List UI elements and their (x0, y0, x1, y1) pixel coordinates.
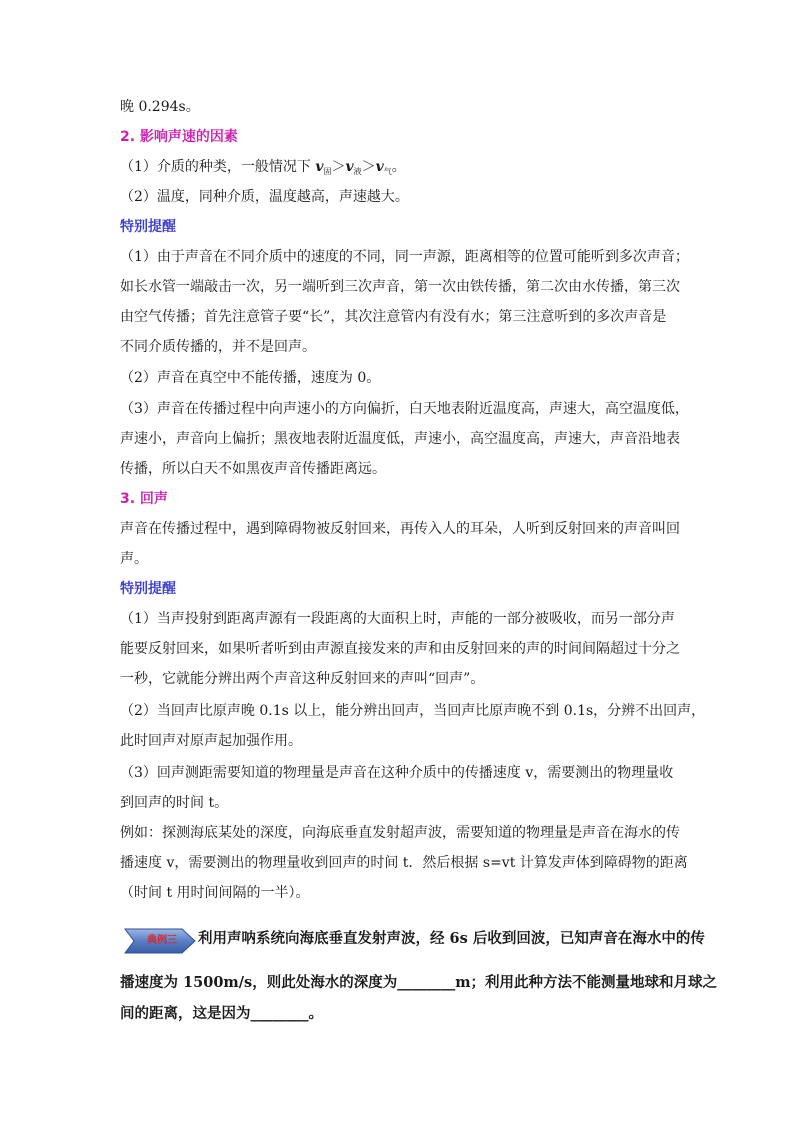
text-line: 不同介质传播的，并不是回声。 (120, 339, 316, 355)
text-line: 此时回声对原声起加强作用。 (120, 733, 302, 749)
question-line: 播速度为 1500m/s，则此处海水的深度为________m；利用此种方法不能测量地球和月球之 (120, 974, 718, 991)
text-line: 能要反射回来，如果听者听到由声源直接发来的声和由反射回来的声的时间间隔超过十分之 (120, 641, 680, 657)
text-line: （2）当回声比原声晚 0.1s 以上，能分辨出回声，当回声比原声晚不到 0.1s，分辨不出回声， (120, 703, 706, 719)
question-line: 间的距离，这是因为________。 (120, 1005, 323, 1022)
text-line: 到回声的时间 t。 (120, 795, 229, 811)
question-line: 利用声呐系统向海底垂直发射声波，经 6s 后收到回波，已知声音在海水中的传 (198, 930, 705, 947)
section-heading-2: 2. 影响声速的因素 (120, 129, 238, 145)
section-heading-3: 3. 回声 (120, 491, 168, 507)
greater-than: ＞ (361, 159, 376, 175)
v-symbol: v (345, 159, 354, 175)
text-line: 声。 (120, 551, 148, 567)
text-segment: （1）介质的种类，一般情况下 (120, 159, 316, 175)
text-line: （1）当声投射到距离声源有一段距离的大面积上时，声能的一部分被吸收，而另一部分声 (120, 611, 675, 627)
text-segment: 。 (391, 159, 406, 175)
text-line: 如长水管一端敲击一次，另一端听到三次声音，第一次由铁传播，第二次由水传播，第三次 (120, 279, 680, 295)
text-line: 声速小，声音向上偏折；黑夜地表附近温度低，声速小，高空温度高，声速大，声音沿地表 (120, 431, 680, 447)
v-symbol: v (375, 159, 384, 175)
special-reminder-heading: 特别提醒 (120, 581, 176, 597)
text-line: 传播，所以白天不如黑夜声音传播距离远。 (120, 461, 386, 477)
medium-type-line (120, 157, 406, 179)
subscript-liquid: 液 (353, 167, 362, 176)
text-line: （1）由于声音在不同介质中的速度的不同，同一声源，距离相等的位置可能听到多次声音； (120, 249, 689, 265)
text-line: （2）声音在真空中不能传播，速度为 0。 (120, 370, 381, 386)
subscript-gas: 气 (383, 167, 392, 176)
v-symbol: v (315, 159, 324, 175)
example-badge-label: 典例三 (147, 935, 177, 946)
text-line: 一秒，它就能分辨出两个声音这种反射回来的声叫“回声”。 (120, 671, 485, 687)
text-line: 由空气传播；首先注意管子要“长”，其次注意管内有没有水；第三注意听到的多次声音是 (120, 309, 667, 325)
text-line: 声音在传播过程中，遇到障碍物被反射回来，再传入人的耳朵，人听到反射回来的声音叫回 (120, 521, 680, 537)
text-line: （时间 t 用时间间隔的一半）。 (120, 885, 310, 901)
text-line: （2）温度，同种介质，温度越高，声速越大。 (120, 189, 409, 205)
text-line: （3）声音在传播过程中向声速小的方向偏折，白天地表附近温度高，声速大，高空温度低， (120, 401, 689, 417)
text-line: 播速度 v，需要测出的物理量收到回声的时间 t．然后根据 s=vt 计算发声体到障碍物的距离 (120, 855, 688, 871)
text-line: 例如：探测海底某处的深度，向海底垂直发射超声波，需要知道的物理量是声音在海水的传 (120, 825, 680, 841)
text-line: （3）回声测距需要知道的物理量是声音在这种介质中的传播速度 v，需要测出的物理量收 (120, 765, 674, 781)
text-line: 晚 0.294s。 (120, 99, 200, 115)
special-reminder-heading: 特别提醒 (120, 219, 176, 235)
example-question (120, 924, 705, 960)
example-badge (124, 928, 196, 954)
subscript-solid: 固 (323, 167, 332, 176)
greater-than: ＞ (331, 159, 346, 175)
